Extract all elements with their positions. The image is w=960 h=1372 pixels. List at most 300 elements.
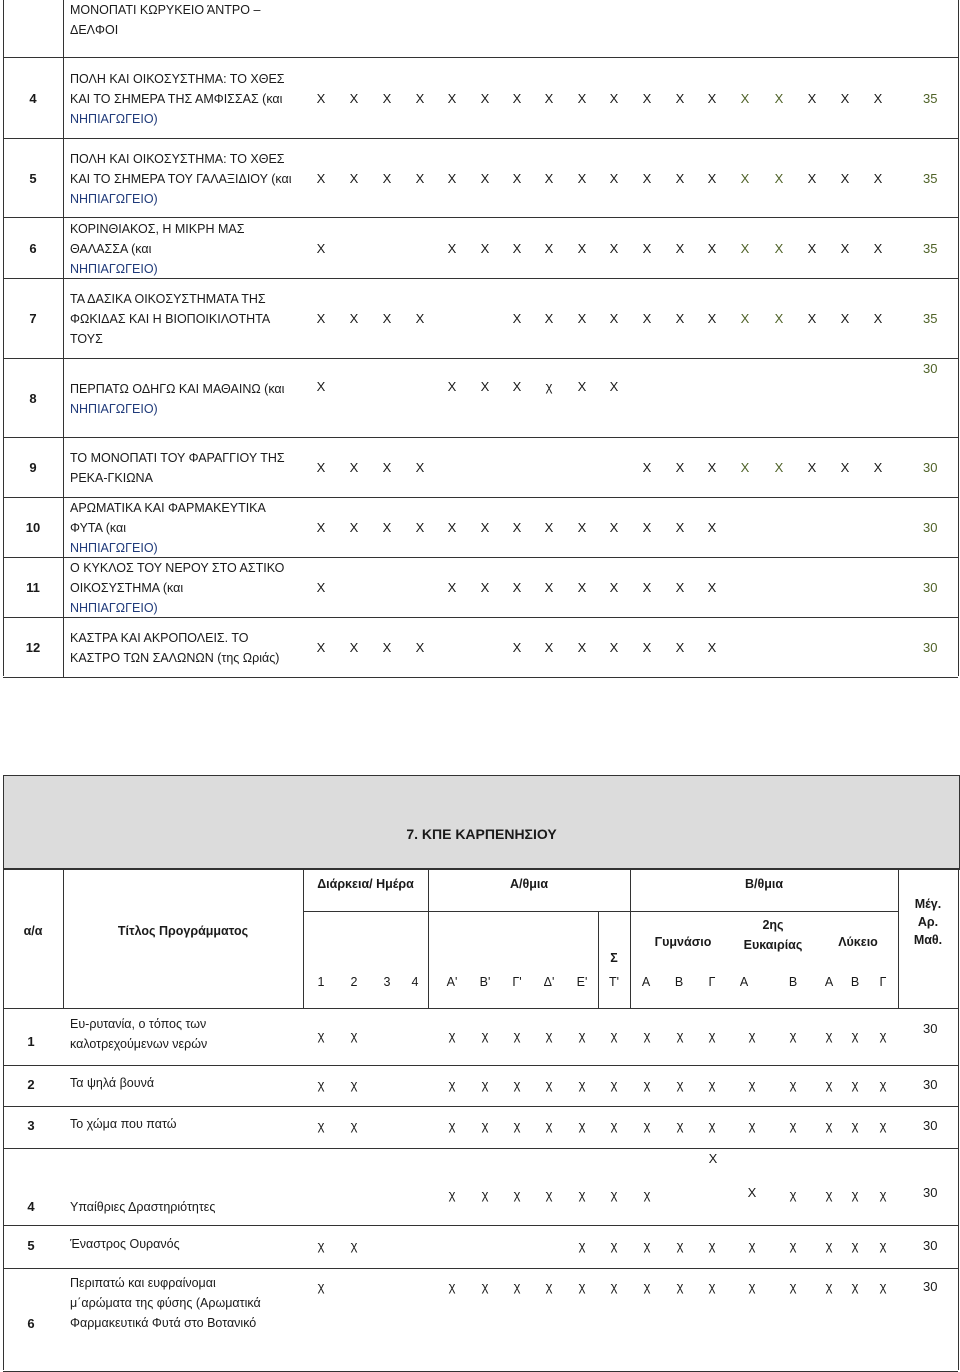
mark-x: Χ (512, 379, 522, 394)
grade-label: Β' (479, 975, 491, 989)
lyceum-header: Λύκειο (838, 935, 878, 949)
mark-x: Χ (675, 170, 685, 186)
mark-x: Χ (512, 311, 522, 326)
row-title: ΠΟΛΗ ΚΑΙ ΟΙΚΟΣΥΣΤΗΜΑ: ΤΟ ΧΘΕΣ ΚΑΙ ΤΟ ΣΗΜΕΡΑ ΤΟΥ ΓΑΛΑΞΙΔΙΟΥ (και ΝΗΠΙΑΓΩΓΕΙΟ) (70, 151, 292, 206)
mark-x: Χ (675, 311, 685, 326)
mark-x: χ (879, 1237, 887, 1253)
mark-x: Χ (512, 240, 522, 256)
mark-x: Χ (349, 460, 359, 475)
mark-x: Χ (382, 520, 392, 535)
row-title: Έναστρος Ουρανός (70, 1236, 180, 1251)
mark-x: χ (851, 1187, 859, 1202)
mark-x: Χ (447, 379, 457, 394)
mark-x: Χ (415, 520, 425, 535)
day-number: 1 (317, 975, 325, 989)
mark-x: Χ (415, 460, 425, 475)
row-total: 35 (923, 170, 938, 186)
mark-x: χ (643, 1237, 651, 1253)
title-header: Τίτλος Προγράμματος (117, 924, 249, 938)
mark-x: χ (513, 1076, 521, 1092)
mark-x: χ (789, 1279, 797, 1294)
row-total: 30 (923, 1279, 938, 1294)
mark-x: Χ (480, 379, 490, 394)
row-total: 30 (923, 580, 938, 595)
duration-header: Διάρκεια/ Ημέρα (317, 877, 414, 891)
mark-x: χ (350, 1027, 358, 1043)
mark-x: Χ (642, 580, 652, 595)
row-title: Το χώμα που πατώ (70, 1117, 177, 1131)
row-title: Τα ψηλά βουνά (70, 1075, 155, 1090)
mark-x: χ (317, 1076, 325, 1092)
mark-x: Χ (316, 170, 326, 186)
mark-x: Χ (707, 460, 717, 475)
mark-x: Χ (675, 639, 685, 655)
grade-label: Γ' (512, 975, 522, 989)
mark-x: Χ (807, 460, 817, 475)
mark-x: Χ (544, 520, 554, 535)
table-row (3, 557, 958, 618)
row-number: 8 (29, 390, 37, 406)
class-label: Α (641, 975, 651, 989)
mark-x: Χ (382, 90, 392, 106)
mark-x: Χ (807, 170, 817, 186)
table-row (3, 278, 958, 359)
mark-x: Χ (707, 639, 717, 655)
row-number: 5 (29, 170, 37, 186)
mark-x: χ (545, 1187, 553, 1202)
mark-x: χ (708, 1237, 716, 1253)
mark-x: χ (851, 1076, 859, 1092)
mark-x: Χ (349, 520, 359, 535)
row-number: 1 (27, 1033, 35, 1049)
class-label: Α (739, 975, 749, 989)
row-title: ΜΟΝΟΠΑΤΙ ΚΩΡΥΚΕΙΟ ΆΝΤΡΟ – ΔΕΛΦΟΙ (70, 3, 261, 37)
mark-x: χ (545, 1027, 553, 1043)
mark-x: Χ (642, 311, 652, 326)
mark-x: Χ (382, 311, 392, 326)
mark-x: Χ (807, 311, 817, 326)
mark-x: Χ (415, 90, 425, 106)
mark-x: χ (350, 1118, 358, 1133)
mark-x: χ (481, 1027, 489, 1043)
mark-x: χ (610, 1027, 618, 1043)
mark-x: Χ (747, 1185, 757, 1200)
mark-x: Χ (544, 580, 554, 595)
mark-x: Χ (707, 520, 717, 535)
table-row (3, 497, 958, 558)
mark-x: χ (676, 1118, 684, 1133)
class-label: Α (824, 975, 834, 989)
mark-x: Χ (840, 240, 850, 256)
mark-x: χ (481, 1118, 489, 1133)
mark-x: Χ (480, 520, 490, 535)
mark-x: Χ (577, 520, 587, 535)
row-title: Περιπατώ και ευφραίνομαι μ΄αρώματα της φύσης (Αρωματικά Φαρμακευτικά Φυτά στο Βοτανικό (70, 1276, 261, 1330)
mark-x: Χ (675, 520, 685, 535)
mark-x: Χ (707, 240, 717, 256)
mark-x: Χ (577, 311, 587, 326)
mark-x: Χ (382, 639, 392, 655)
grade-label: Α' (446, 975, 458, 989)
mark-x: Χ (316, 379, 326, 394)
mark-x: Χ (740, 240, 750, 256)
table-row (3, 437, 958, 498)
row-number: 2 (27, 1076, 35, 1092)
mark-x: Χ (642, 460, 652, 475)
top-table (3, 0, 960, 676)
mark-x: χ (317, 1279, 325, 1294)
mark-x: χ (350, 1076, 358, 1092)
mark-x: Χ (873, 90, 883, 106)
mark-x: Χ (512, 580, 522, 595)
header-row (3, 868, 958, 1009)
mark-x: Χ (577, 170, 587, 186)
mark-x: Χ (840, 460, 850, 475)
grade-label: Δ' (543, 975, 555, 989)
mark-x: Χ (480, 90, 490, 106)
aa-header: α/α (23, 924, 43, 938)
bottom-table (3, 868, 960, 1370)
row-number: 5 (27, 1237, 35, 1253)
mark-x: Χ (873, 170, 883, 186)
mark-x: Χ (740, 90, 750, 106)
day-number: 4 (411, 975, 419, 989)
mark-x: χ (789, 1027, 797, 1043)
mark-x: χ (481, 1279, 489, 1294)
day-number: 3 (383, 975, 391, 989)
max-header: Μέγ. Αρ. Μαθ. (913, 897, 943, 947)
row-title: ΚΑΣΤΡΑ ΚΑΙ ΑΚΡΟΠΟΛΕΙΣ. ΤΟ ΚΑΣΤΡΟ ΤΩΝ ΣΑΛΩΝΩΝ (της Ωριάς) (70, 630, 280, 665)
mark-x: Χ (577, 580, 587, 595)
row-number: 6 (29, 240, 37, 256)
mark-x: χ (578, 1076, 586, 1092)
mark-x: Χ (707, 580, 717, 595)
mark-x: Χ (642, 240, 652, 256)
mark-x: Χ (349, 170, 359, 186)
mark-x: Χ (840, 311, 850, 326)
mark-x: χ (610, 1118, 618, 1133)
class-label: Β (674, 975, 684, 989)
mark-x: Χ (642, 639, 652, 655)
row-total: 30 (923, 460, 938, 475)
mark-x: Χ (609, 520, 619, 535)
mark-x: χ (851, 1027, 859, 1043)
mark-x: Χ (577, 379, 587, 394)
mark-x: χ (448, 1279, 456, 1294)
mark-x: Χ (349, 639, 359, 655)
mark-x: χ (513, 1027, 521, 1043)
mark-x: Χ (512, 639, 522, 655)
mark-x: χ (708, 1279, 716, 1294)
row-title: ΚΟΡΙΝΘΙΑΚΟΣ, Η ΜΙΚΡΗ ΜΑΣ ΘΑΛΑΣΣΑ (και ΝΗΠΙΑΓΩΓΕΙΟ) (70, 221, 245, 276)
mark-x: χ (825, 1027, 833, 1043)
mark-x: χ (448, 1118, 456, 1133)
mark-x: Χ (415, 170, 425, 186)
row-title: ΤΟ ΜΟΝΟΠΑΤΙ ΤΟΥ ΦΑΡΑΓΓΙΟΥ ΤΗΣ ΡΕΚΑ-ΓΚΙΩΝΑ (70, 451, 285, 485)
gym-header: Γυμνάσιο (654, 935, 712, 949)
mark-x: χ (851, 1237, 859, 1253)
row-title: Υπαίθριες Δραστηριότητες (70, 1200, 216, 1214)
row-total: 30 (923, 1076, 938, 1092)
mark-x: Χ (382, 460, 392, 475)
mark-x: χ (851, 1118, 859, 1133)
row-number: 11 (26, 580, 40, 595)
mark-x: χ (708, 1027, 716, 1043)
mark-x: Χ (740, 460, 750, 475)
mark-x: χ (748, 1076, 756, 1092)
mark-x: χ (789, 1237, 797, 1253)
mark-x: χ (748, 1237, 756, 1253)
second-chance-header: 2ης Ευκαιρίας (743, 918, 803, 952)
mark-x: Χ (316, 639, 326, 655)
mark-x: χ (676, 1076, 684, 1092)
mark-x: Χ (840, 90, 850, 106)
mark-x: Χ (544, 639, 554, 655)
row-title: ΑΡΩΜΑΤΙΚΑ ΚΑΙ ΦΑΡΜΑΚΕΥΤΙΚΑ ΦΥΤΑ (και ΝΗΠΙΑΓΩΓΕΙΟ) (70, 501, 266, 555)
mark-x: Χ (415, 639, 425, 655)
row-number: 9 (29, 460, 37, 475)
day-number: 2 (350, 975, 358, 989)
mark-x: Χ (349, 311, 359, 326)
mark-x: Χ (609, 379, 619, 394)
grade-label: Ε' (576, 975, 588, 989)
mark-x: χ (879, 1027, 887, 1043)
mark-x: Χ (577, 90, 587, 106)
mark-x: Χ (382, 170, 392, 186)
row-total: 30 (923, 520, 938, 535)
row-total: 30 (923, 1185, 938, 1200)
mark-x: Χ (740, 170, 750, 186)
mark-x: Χ (740, 311, 750, 326)
mark-x: χ (448, 1076, 456, 1092)
table-row (3, 0, 958, 58)
mark-x: Χ (774, 170, 784, 186)
mark-x: χ (879, 1076, 887, 1092)
table-row (3, 138, 958, 218)
mark-x: χ (481, 1076, 489, 1092)
row-title: Ο ΚΥΚΛΟΣ ΤΟΥ ΝΕΡΟΥ ΣΤΟ ΑΣΤΙΚΟ ΟΙΚΟΣΥΣΤΗΜΑ (και ΝΗΠΙΑΓΩΓΕΙΟ) (70, 561, 285, 615)
mark-x: χ (879, 1187, 887, 1202)
mark-x: χ (578, 1118, 586, 1133)
mark-x: Χ (544, 170, 554, 186)
table-row (3, 1106, 958, 1149)
mark-x: Χ (609, 311, 619, 326)
mark-x: χ (317, 1118, 325, 1133)
mark-x: Χ (512, 170, 522, 186)
mark-x: χ (789, 1187, 797, 1202)
section-title: 7. ΚΠΕ ΚΑΡΠΕΝΗΣΙΟΥ (406, 826, 557, 842)
row-number: 10 (25, 520, 41, 535)
mark-x: χ (748, 1118, 756, 1133)
table-row (3, 358, 958, 438)
table-row (3, 1065, 958, 1107)
mark-x: χ (317, 1027, 325, 1043)
mark-x: Χ (707, 170, 717, 186)
mark-x: Χ (447, 580, 457, 595)
row-title: ΤΑ ΔΑΣΙΚΑ ΟΙΚΟΣΥΣΤΗΜΑΤΑ ΤΗΣ ΦΩΚΙΔΑΣ ΚΑΙ Η ΒΙΟΠΟΙΚΙΛΟΤΗΤΑ ΤΟΥΣ (70, 292, 271, 346)
mark-x: χ (513, 1187, 521, 1202)
class-label: Β (850, 975, 860, 989)
row-total: 30 (923, 1021, 938, 1036)
mark-x: Χ (609, 639, 619, 655)
mark-x: Χ (873, 460, 883, 475)
mark-x: Χ (480, 170, 490, 186)
mark-x: χ (610, 1076, 618, 1092)
mark-x: Χ (316, 460, 326, 475)
table-row (3, 1148, 958, 1226)
mark-x: Χ (316, 520, 326, 535)
mark-x: Χ (642, 170, 652, 186)
mark-x: Χ (447, 90, 457, 106)
mark-x: Χ (577, 639, 587, 655)
secondary-header: Β/θμια (744, 877, 784, 891)
mark-x: Χ (708, 1151, 718, 1166)
mark-x: χ (643, 1118, 651, 1133)
row-total: 35 (923, 240, 938, 256)
table-row (3, 1268, 958, 1372)
mark-x: Χ (774, 240, 784, 256)
row-total: 30 (923, 639, 938, 655)
mark-x: χ (545, 1076, 553, 1092)
table-row (3, 217, 958, 279)
mark-x: χ (748, 1279, 756, 1294)
mark-x: Χ (807, 90, 817, 106)
row-number: 12 (25, 639, 41, 655)
mark-x: χ (448, 1027, 456, 1043)
mark-x: χ (643, 1279, 651, 1294)
mark-x: χ (578, 1279, 586, 1294)
mark-x: χ (825, 1187, 833, 1202)
table-row (3, 57, 958, 139)
mark-x: Χ (707, 90, 717, 106)
table-row (3, 617, 958, 678)
row-number: 4 (29, 90, 37, 106)
mark-x: Χ (447, 240, 457, 256)
mark-x: χ (643, 1187, 651, 1202)
row-number: 3 (27, 1118, 35, 1133)
table-row (3, 1225, 958, 1269)
mark-x: Χ (544, 311, 554, 326)
mark-x: χ (643, 1027, 651, 1043)
section-banner (3, 775, 960, 870)
mark-x: χ (676, 1237, 684, 1253)
mark-x: Χ (480, 580, 490, 595)
row-number: 6 (27, 1316, 35, 1331)
mark-x: Χ (707, 311, 717, 326)
mark-x: Χ (774, 90, 784, 106)
mark-x: Χ (807, 240, 817, 256)
mark-x: Χ (675, 90, 685, 106)
mark-x: Χ (316, 240, 326, 256)
mark-x: χ (879, 1279, 887, 1294)
mark-x: Χ (544, 90, 554, 106)
mark-x: Χ (609, 240, 619, 256)
mark-x: Χ (447, 170, 457, 186)
mark-x: χ (851, 1279, 859, 1294)
mark-x: χ (317, 1237, 325, 1253)
grade-label: Τ' (608, 975, 620, 989)
row-title: ΠΟΛΗ ΚΑΙ ΟΙΚΟΣΥΣΤΗΜΑ: ΤΟ ΧΘΕΣ ΚΑΙ ΤΟ ΣΗΜΕΡΑ ΤΗΣ ΑΜΦΙΣΣΑΣ (και ΝΗΠΙΑΓΩΓΕΙΟ) (70, 71, 285, 126)
mark-x: Χ (316, 90, 326, 106)
mark-x: χ (879, 1118, 887, 1133)
mark-x: χ (708, 1076, 716, 1092)
mark-x: Χ (447, 520, 457, 535)
row-total: 30 (923, 1118, 938, 1133)
row-total: 35 (923, 90, 938, 106)
class-label: Γ (879, 975, 887, 989)
mark-x: Χ (774, 460, 784, 475)
mark-x: χ (578, 1027, 586, 1043)
class-label: Γ (708, 975, 716, 989)
mark-x: χ (578, 1187, 586, 1202)
mark-x: Χ (873, 311, 883, 326)
mark-x: Χ (840, 170, 850, 186)
mark-x: χ (825, 1279, 833, 1294)
mark-x: Χ (675, 580, 685, 595)
row-total: 35 (923, 311, 938, 326)
mark-x: Χ (609, 170, 619, 186)
st-top: Σ (610, 951, 618, 965)
mark-x: Χ (774, 311, 784, 326)
mark-x: χ (610, 1279, 618, 1294)
mark-x: Χ (609, 90, 619, 106)
mark-x: χ (825, 1076, 833, 1092)
mark-x: χ (825, 1237, 833, 1253)
mark-x: χ (448, 1187, 456, 1202)
row-title: Ευ-ρυτανία, ο τόπος των καλοτρεχούμενων νερών (70, 1016, 208, 1051)
mark-x: χ (825, 1118, 833, 1133)
mark-x: Χ (675, 460, 685, 475)
row-total: 30 (923, 1237, 938, 1253)
mark-x: χ (676, 1279, 684, 1294)
mark-x: Χ (642, 90, 652, 106)
table-row (3, 1008, 958, 1066)
mark-x: χ (545, 379, 553, 394)
mark-x: χ (513, 1279, 521, 1294)
mark-x: Χ (480, 240, 490, 256)
row-total: 30 (923, 361, 938, 376)
mark-x: χ (789, 1076, 797, 1092)
mark-x: χ (481, 1187, 489, 1202)
mark-x: χ (610, 1187, 618, 1202)
row-number: 4 (27, 1199, 35, 1214)
class-label: Β (788, 975, 798, 989)
mark-x: Χ (642, 520, 652, 535)
mark-x: χ (748, 1027, 756, 1043)
mark-x: Χ (512, 90, 522, 106)
mark-x: Χ (415, 311, 425, 326)
mark-x: χ (578, 1237, 586, 1253)
mark-x: Χ (609, 580, 619, 595)
row-title: ΠΕΡΠΑΤΩ ΟΔΗΓΩ ΚΑΙ ΜΑΘΑΙΝΩ (και ΝΗΠΙΑΓΩΓΕΙΟ) (70, 381, 285, 416)
row-number: 7 (29, 311, 37, 326)
mark-x: χ (789, 1118, 797, 1133)
mark-x: Χ (544, 240, 554, 256)
mark-x: χ (545, 1279, 553, 1294)
mark-x: Χ (675, 240, 685, 256)
mark-x: χ (350, 1237, 358, 1253)
mark-x: χ (643, 1076, 651, 1092)
primary-header: Α/θμια (509, 877, 549, 891)
mark-x: Χ (577, 240, 587, 256)
mark-x: Χ (512, 520, 522, 535)
mark-x: χ (708, 1118, 716, 1133)
mark-x: χ (545, 1118, 553, 1133)
mark-x: χ (610, 1237, 618, 1253)
mark-x: χ (676, 1027, 684, 1043)
mark-x: Χ (349, 90, 359, 106)
mark-x: Χ (316, 580, 326, 595)
